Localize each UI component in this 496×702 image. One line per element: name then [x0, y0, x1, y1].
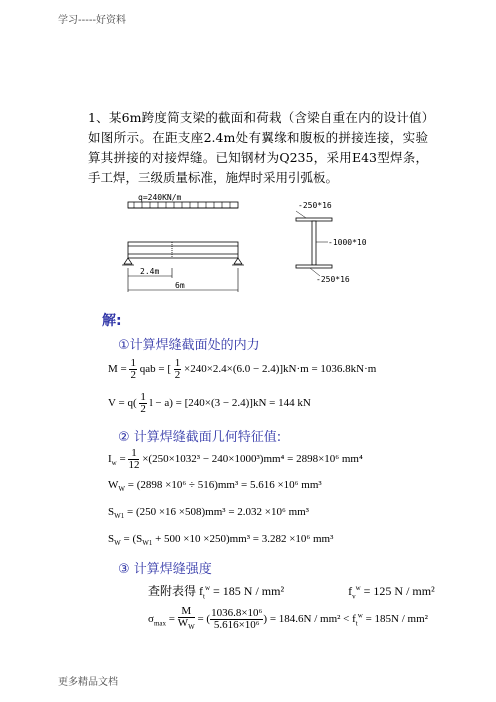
- inertia-equation: $I_w$ = $\frac{1}{12}$ ×(250×1032³ − 240×1000³)mm⁴ = 2898×10⁶ mm⁴: [108, 447, 363, 471]
- first-moment-sw1: $S_{W1} = (250 \times 16 \times 508)mm^3 = 2.032 \times 10^6$ mm³: [108, 506, 309, 521]
- bottom-flange-label: -250*16: [316, 275, 350, 284]
- step1-heading: ①计算焊缝截面处的内力: [118, 338, 260, 353]
- step3-heading: ③ 计算焊缝强度: [118, 562, 212, 577]
- dim-2-4: 2.4m: [140, 267, 160, 276]
- max-stress-equation: $\sigma_{max}$ = $\frac{M}{W_W}$ = ( $\frac{\text{1036.8×10⁶}}{\text{5.616×10⁶}}$ ) = $184.6N / mm^2 < f_t^w = 185N / mm^2$: [148, 605, 428, 632]
- beam-figure: [120, 192, 380, 302]
- solution-title: 解:: [102, 313, 122, 329]
- load-label: q=240KN/m: [138, 193, 182, 202]
- allowable-stress-lookup: 查附表得 $f_t^w = 185$ N / mm² $f_v^w = 125$ N / mm²: [148, 584, 435, 601]
- moment-equation: M = $\frac{1}{2}$ qab = [ $\frac{1}{2}$ ×240×2.4×(6.0 − 2.4)]kN·m = 1036.8kN·m: [108, 357, 377, 381]
- shear-equation: V = q( $\frac{1}{2}$ l − a) = [240×(3 − 2.4)]kN = 144 kN: [108, 391, 311, 415]
- dim-6: 6m: [175, 281, 185, 290]
- page-footer: 更多精品文档: [58, 677, 118, 688]
- first-moment-sw: $S_W = (S_{W1} + 500 \times 10 \times 250)mm^3 = 3.282 \times 10^6$ mm³: [108, 533, 334, 548]
- web-label: -1000*10: [328, 238, 367, 247]
- step2-heading: ② 计算焊缝截面几何特征值:: [118, 430, 282, 445]
- top-flange-label: -250*16: [298, 201, 332, 210]
- page-header: 学习-----好资料: [58, 15, 127, 26]
- problem-statement: 1、某6m跨度简支梁的截面和荷栽（含梁自重在内的设计值）如图所示。在距支座2.4m处有翼缘和腹板的拼接连接，实验算其拼接的对接焊缝。已知钢材为Q235，采用E43型焊条，手工焊，三级质量标准，施焊时采用引弧板。: [88, 110, 428, 185]
- section-modulus-equation: $W_W = (2898 \times 10^6 \div 516)mm^3 = 5.616 \times 10^6$ mm³: [108, 479, 322, 494]
